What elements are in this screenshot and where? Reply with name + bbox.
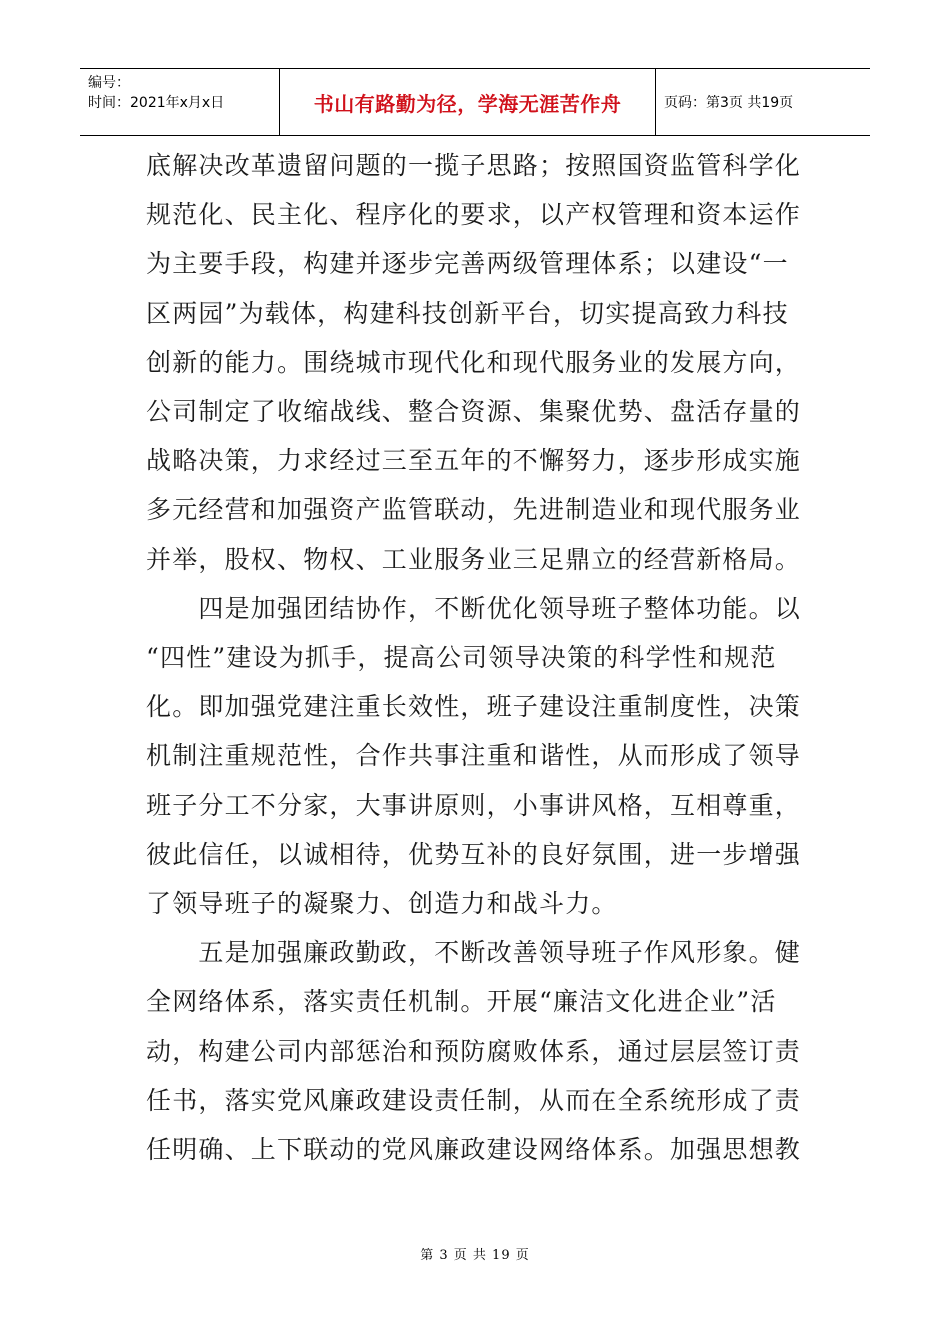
page-header <box>80 68 870 136</box>
text-line: 五是加强廉政勤政，不断改善领导班子作风形象。健 <box>146 938 802 968</box>
text-line: 为主要手段，构建并逐步完善两级管理体系；以建设“一 <box>146 249 789 279</box>
text-line: 战略决策，力求经过三至五年的不懈努力，逐步形成实施 <box>146 446 802 476</box>
text-line: 规范化、民主化、程序化的要求，以产权管理和资本运作 <box>146 200 802 230</box>
document-body <box>146 141 810 1174</box>
text-line: 动，构建公司内部惩治和预防腐败体系，通过层层签订责 <box>146 1036 802 1066</box>
serial-number-label: 编号： <box>88 75 130 91</box>
paragraph-3 <box>146 928 810 1174</box>
text-line: 彼此信任，以诚相待，优势互补的良好氛围，进一步增强 <box>146 839 802 869</box>
text-line: 任明确、上下联动的党风廉政建设网络体系。加强思想教 <box>146 1135 802 1165</box>
paragraph-1 <box>146 141 810 584</box>
text-line: 化。即加强党建注重长效性，班子建设注重制度性，决策 <box>146 692 802 722</box>
text-line: “四性”建设为抓手，提高公司领导决策的科学性和规范 <box>146 643 777 673</box>
text-line: 多元经营和加强资产监管联动，先进制造业和现代服务业 <box>146 495 802 525</box>
text-line: 区两园”为载体，构建科技创新平台，切实提高致力科技 <box>146 298 789 328</box>
header-meta <box>80 69 280 135</box>
header-page-number: 页码：第3页 共19页 <box>664 95 794 111</box>
text-line: 了领导班子的凝聚力、创造力和战斗力。 <box>146 889 618 919</box>
text-line: 班子分工不分家，大事讲原则，小事讲风格，互相尊重， <box>146 790 802 820</box>
text-line: 任书，落实党风廉政建设责任制，从而在全系统形成了责 <box>146 1085 802 1115</box>
page-footer: 第 3 页 共 19 页 <box>420 1248 530 1263</box>
text-line: 创新的能力。围绕城市现代化和现代服务业的发展方向， <box>146 347 802 377</box>
paragraph-2 <box>146 584 810 928</box>
text-line: 公司制定了收缩战线、整合资源、集聚优势、盘活存量的 <box>146 397 802 427</box>
text-line: 并举，股权、物权、工业服务业三足鼎立的经营新格局。 <box>146 544 802 574</box>
text-line: 底解决改革遗留问题的一揽子思路；按照国资监管科学化 <box>146 151 802 180</box>
text-line: 机制注重规范性，合作共事注重和谐性，从而形成了领导 <box>146 741 802 771</box>
text-line: 全网络体系，落实责任机制。开展“廉洁文化进企业”活 <box>146 987 777 1017</box>
date-label: 时间：2021年x月x日 <box>88 95 225 111</box>
header-motto: 书山有路勤为径，学海无涯苦作舟 <box>280 69 656 135</box>
text-line: 四是加强团结协作，不断优化领导班子整体功能。以 <box>146 593 802 623</box>
